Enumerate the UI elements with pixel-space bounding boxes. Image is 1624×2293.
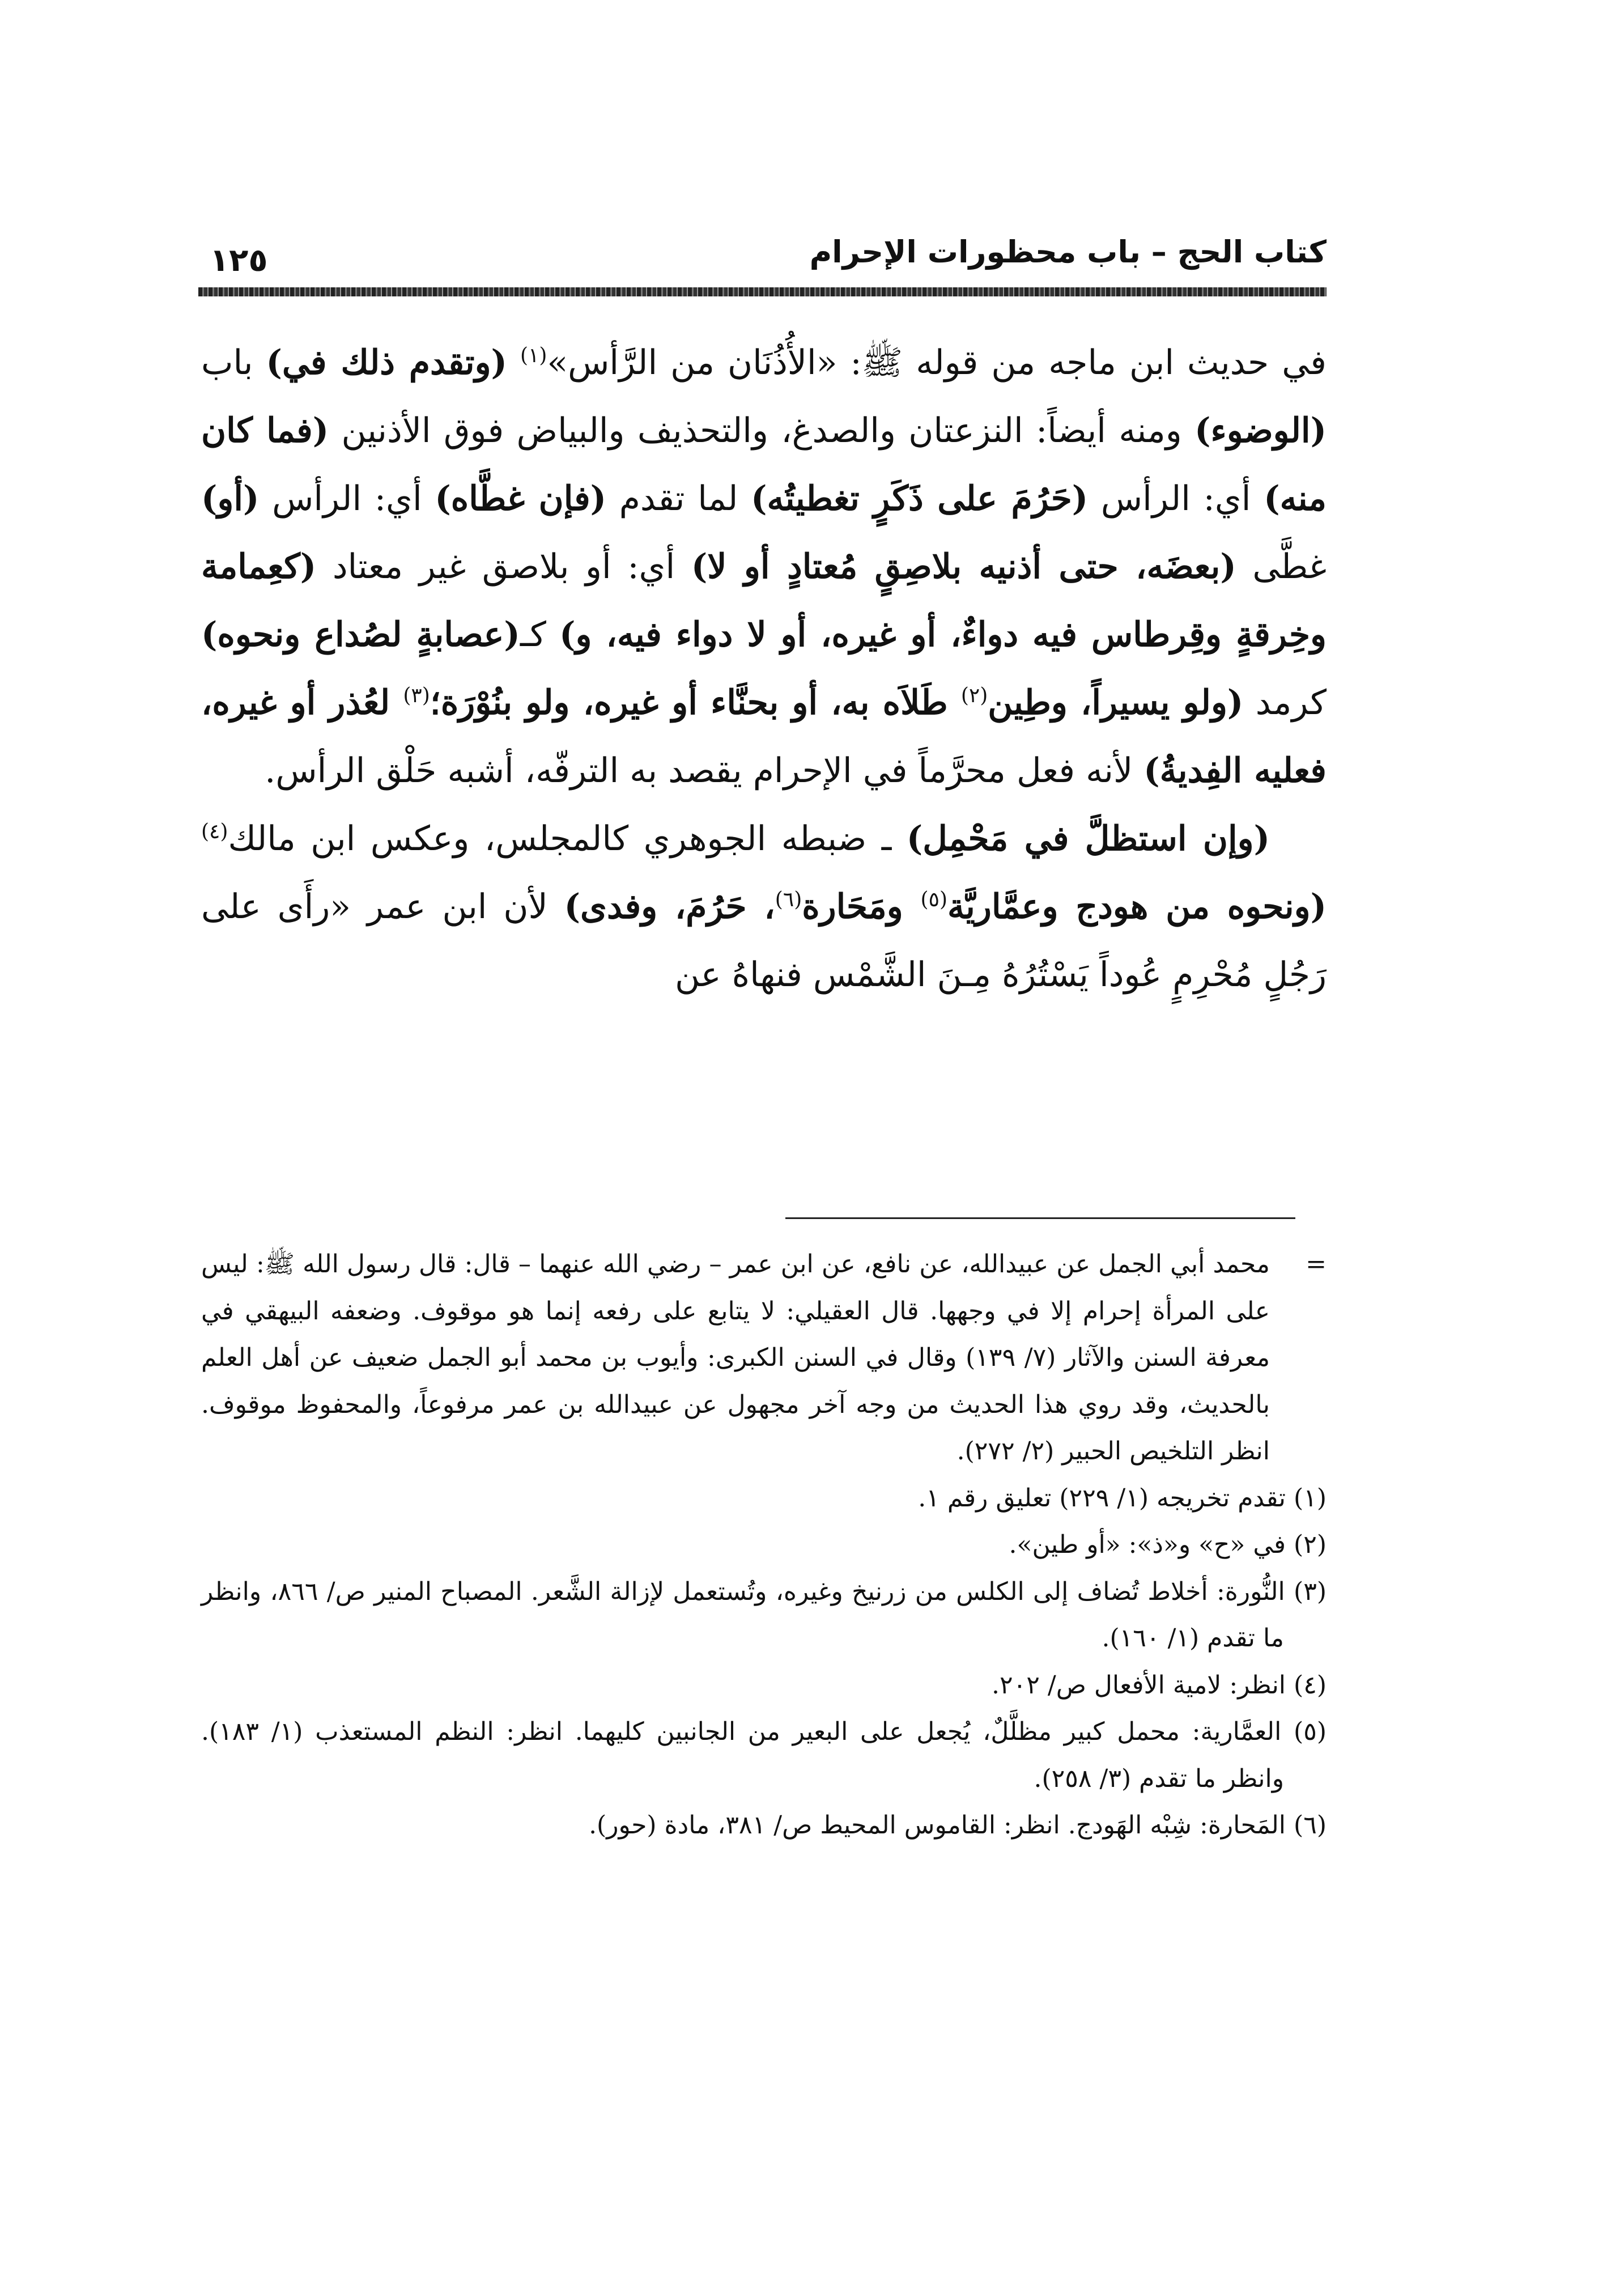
text-run: أي: الرأس — [1088, 479, 1264, 519]
footnote-3: (٣) النُّورة: أخلاط تُضاف إلى الكلس من زرنيخ وغيره، وتُستعمل لإزالة الشَّعر. المصباح المنير ص/ ٨٦٦، وانظر ما تقدم (١/ ١٦٠). — [201, 1577, 1327, 1653]
footnote-ref-4: (٤) — [201, 820, 228, 843]
text-run: باب — [201, 343, 266, 383]
matn-text: (فإن غطَّاه) — [435, 479, 607, 519]
text-run: غطَّى — [1236, 547, 1327, 587]
footnote-ref-3: (٣) — [403, 684, 430, 707]
matn-text: (وإن استظلَّ في مَحْمِل) — [906, 819, 1270, 859]
text-run: في حديث ابن ماجه من قوله ﷺ: «الأُذُنَان من الرَّأس» — [547, 343, 1327, 383]
matn-text: ، حَرُمَ، وفدى) — [564, 887, 775, 927]
footnote-2: (٢) في «ح» و«ذ»: «أو طين». — [1009, 1530, 1327, 1559]
matn-text: (فما كان منه) — [201, 411, 1327, 519]
page-number: ١٢٥ — [210, 242, 268, 279]
continuation-mark: = — [1306, 1250, 1327, 1279]
matn-text: (ولو يسيراً، وطِين — [988, 683, 1244, 723]
paragraph-2 — [201, 805, 1327, 1009]
text-run — [507, 343, 520, 383]
matn-text: (أو) — [201, 479, 260, 519]
text-run: أي: الرأس — [259, 479, 435, 519]
matn-text: (حَرُمَ على ذَكَرٍ تغطيتُه) — [751, 479, 1089, 519]
matn-text: (كعِمامة وخِرقةٍ وقِرطاس فيه دواءٌ، أو غيره، أو لا دواء فيه، و) — [201, 547, 1327, 655]
text-run: أي: أو بلاصق غير معتاد — [316, 547, 691, 587]
matn-text: (بعضَه، حتى أذنيه بلاصِقٍ مُعتادٍ أو لا) — [691, 547, 1236, 587]
footnote-ref-1: (١) — [520, 344, 547, 367]
footnote-ref-5: (٥) — [920, 888, 947, 911]
footnote-separator — [785, 1217, 1295, 1219]
paragraph-1 — [201, 329, 1327, 805]
text-run: كرمد — [1243, 683, 1327, 723]
footnotes — [201, 1241, 1327, 1849]
footnote-text: محمد أبي الجمل عن عبيدالله، عن نافع، عن ابن عمر – رضي الله عنهما – قال: قال رسول الله ﷺ: ليس على المرأة إحرام إلا في وجهها. قال العقيلي: لا يتابع على رفعه إنما هو موقوف. وضعفه البيهقي في معرفة السنن والآثار (٧/ ١٣٩) وقال في السنن الكبرى: وأيوب بن محمد أبو الجمل ضعيف عن أهل العلم بالحديث، وقد روي هذا الحديث من وجه آخر مجهول عن عبيدالله بن عمر مرفوعاً، والمحفوظ موقوف. انظر التلخيص الحبير (٢/ ٢٧٢). — [201, 1250, 1270, 1466]
matn-text: (ونحوه من هودج وعمَّاريَّة — [947, 887, 1327, 927]
text-run: لأنه فعل محرَّماً في الإحرام يقصد به الترفّه، أشبه حَلْق الرأس. — [265, 751, 1144, 791]
matn-text: طَلاَه به، أو بحنَّاء أو غيره، ولو بنُوْرَة؛ — [430, 683, 961, 723]
footnote-6: (٦) المَحارة: شِبْه الهَودج. انظر: القاموس المحيط ص/ ٣٨١، مادة (حور). — [589, 1811, 1327, 1840]
matn-text: ومَحَارة — [802, 887, 921, 927]
page-header — [198, 224, 1327, 303]
main-text — [201, 329, 1327, 1009]
matn-text: (عصابةٍ لصُداع ونحوه) — [201, 615, 520, 655]
footnote-continued — [201, 1241, 1327, 1475]
running-title: كتاب الحج – باب محظورات الإحرام — [809, 234, 1327, 270]
matn-text: لعُذر أو غيره، فعليه الفِديةُ) — [201, 683, 1327, 791]
footnote-4: (٤) انظر: لامية الأفعال ص/ ٢٠٢. — [992, 1670, 1327, 1700]
footnote-ref-2: (٢) — [960, 684, 988, 707]
footnote-ref-6: (٦) — [775, 888, 802, 911]
matn-text: (وتقدم ذلك في) — [266, 343, 507, 383]
footnote-5: (٥) العمَّارية: محمل كبير مظلَّلٌ، يُجعل على البعير من الجانبين كليهما. انظر: النظم المستعذب (١/ ١٨٣). وانظر ما تقدم (٣/ ٢٥٨). — [201, 1717, 1327, 1793]
header-rule — [198, 287, 1327, 296]
footnote-1: (١) تقدم تخريجه (١/ ٢٢٩) تعليق رقم ١. — [918, 1483, 1327, 1513]
text-run: لأن ابن عمر «رأَى على رَجُلٍ مُحْرِمٍ عُوداً يَسْتُرُهُ مِـنَ الشَّمْس فنهاهُ عن — [201, 887, 1327, 995]
text-run: لما تقدم — [606, 479, 751, 519]
text-run: كـ — [520, 615, 560, 655]
matn-text: (الوضوء) — [1194, 411, 1327, 451]
text-run: ومنه أيضاً: النزعتان والصدغ، والتحذيف والبياض فوق الأذنين — [329, 411, 1195, 451]
text-run: ـ ضبطه الجوهري كالمجلس، وعكس ابن مالك — [228, 819, 907, 859]
